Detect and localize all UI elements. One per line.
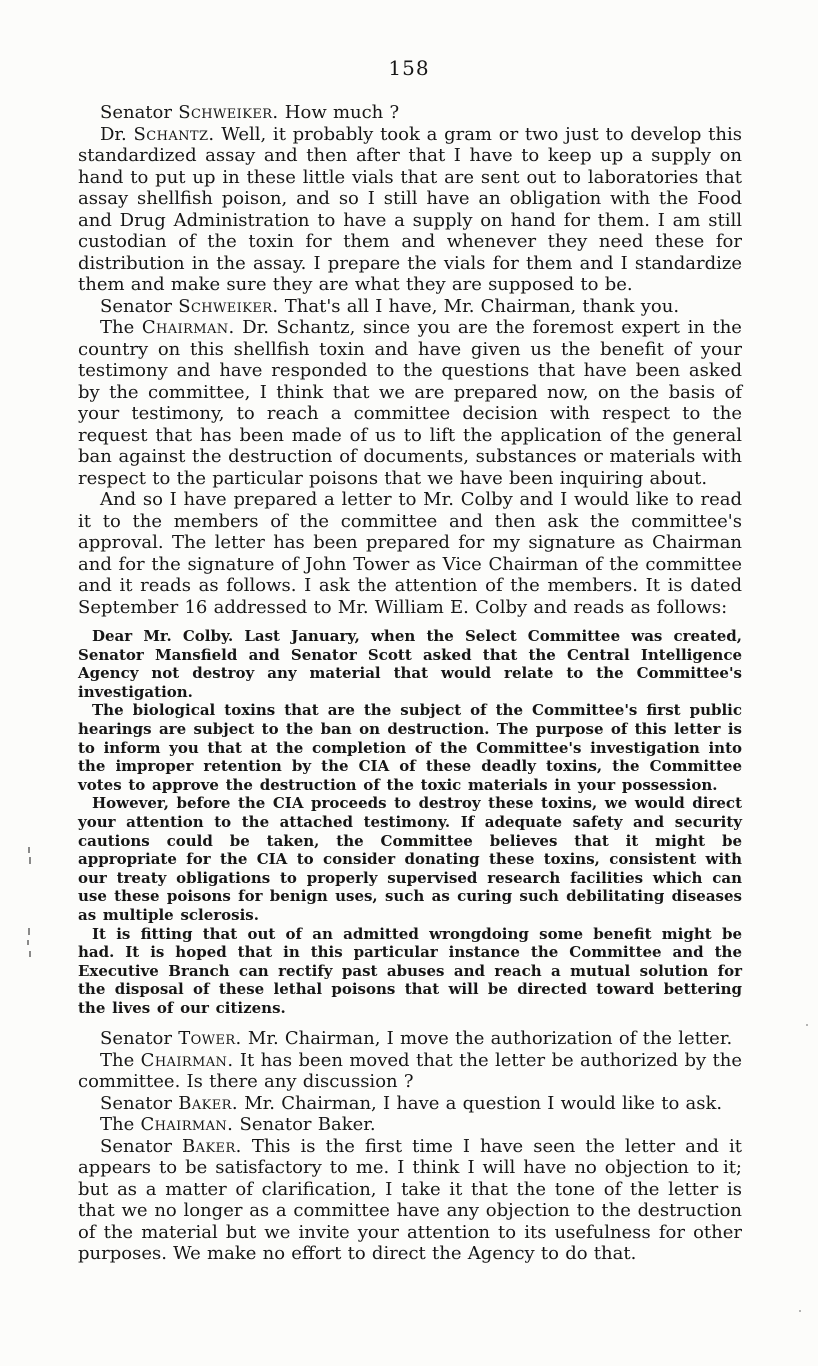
scan-artifact xyxy=(29,857,31,864)
transcript-paragraph xyxy=(78,1114,742,1136)
letter-paragraph xyxy=(78,627,742,701)
transcript-paragraph xyxy=(78,102,742,124)
speaker-label xyxy=(100,1050,233,1071)
scan-artifact xyxy=(28,928,30,935)
speaker-name: Schweiker. xyxy=(178,295,279,317)
transcript-paragraph xyxy=(78,1093,742,1115)
speaker-name: Schantz. xyxy=(133,123,215,145)
transcript-paragraph xyxy=(78,124,742,296)
speaker-name: Baker. xyxy=(182,1135,242,1157)
speaker-name: Chairman. xyxy=(140,1049,234,1071)
letter-paragraph xyxy=(78,701,742,794)
speaker-name: Schweiker. xyxy=(178,102,279,123)
paragraph-text: Dr. Schantz, since you are the foremost expert in the country on this shellfish toxin and have given us the benefit of your testimony and have responded to the questions that have been asked by the committee, I think that we are prepared now, on the basis of your testimony, to reach a committee decision with respect to the request that has been made of us to lift the application of the general ban against the destruction of documents, substances or materials with respect to the particular poisons that we have been inquiring about. xyxy=(78,317,742,489)
speaker-prefix: The xyxy=(100,317,142,338)
transcript-paragraph xyxy=(78,1136,742,1265)
transcript-paragraph xyxy=(78,1050,742,1093)
speaker-label xyxy=(100,124,215,145)
paragraph-text: The biological toxins that are the subject of the Committee's first public hearings are subject to the ban on destruction. The purpose of this letter is to inform you that at the completion of the Committee's investigation into the improper retention by the CIA of these deadly toxins, the Committee votes to approve the destruction of the toxic materials in your possession. xyxy=(78,701,742,794)
scan-artifact xyxy=(27,940,29,945)
scan-artifact xyxy=(28,847,30,853)
speaker-name: Tower. xyxy=(178,1028,242,1050)
letter-paragraph xyxy=(78,925,742,1018)
scan-artifact xyxy=(806,1024,808,1026)
speaker-name: Chairman. xyxy=(140,1114,234,1136)
speaker-label xyxy=(100,317,235,338)
paragraph-text: Dear Mr. Colby. Last January, when the Select Committee was created, Senator Mansfield and Senator Scott asked that the Central Intelligence Agency not destroy any material that would relate to the Committee's investigation. xyxy=(78,627,742,701)
speaker-label xyxy=(100,296,279,317)
speaker-label xyxy=(100,1093,238,1114)
scan-artifact xyxy=(799,1310,801,1312)
speaker-prefix: Dr. xyxy=(100,123,134,145)
speaker-label xyxy=(100,1114,233,1135)
paragraph-text: Well, it probably took a gram or two just to develop this standardized assay and then after that I have to keep up a supply on hand to put up in these little vials that are sent out to laboratories that assay shellfish poison, and so I still have an obligation with the Food and Drug Administration to have a supply on hand for them. I am still custodian of the toxin for them and whenever they need these for distribution in the assay. I prepare the vials for them and I standardize them and make sure they are what they are supposed to be. xyxy=(78,123,742,295)
paragraph-text: Mr. Chairman, I have a question I would like to ask. xyxy=(244,1092,723,1114)
speaker-prefix: Senator xyxy=(100,1092,179,1114)
transcript-paragraph xyxy=(78,1028,742,1050)
speaker-label xyxy=(100,102,279,123)
speaker-label xyxy=(100,1028,242,1049)
speaker-prefix: The xyxy=(100,1114,141,1136)
paragraph-text: How much ? xyxy=(284,102,400,123)
scan-artifact xyxy=(29,951,31,957)
speaker-name: Baker. xyxy=(178,1092,238,1114)
letter-paragraph xyxy=(78,794,742,924)
speaker-prefix: Senator xyxy=(100,295,179,317)
transcript-paragraph xyxy=(78,296,742,318)
document-page xyxy=(0,56,818,1366)
paragraph-text: This is the first time I have seen the letter and it appears to be satisfactory to me. I think I will have no objection to it; but as a matter of clarification, I take it that the tone of the letter is that we no longer as a committee have any objection to the destruction of the material but we invite your attention to its usefulness for other purposes. We make no effort to direct the Agency to do that. xyxy=(78,1135,742,1265)
paragraph-text: That's all I have, Mr. Chairman, thank you. xyxy=(284,295,680,317)
speaker-label xyxy=(100,1136,242,1157)
paragraph-text: However, before the CIA proceeds to destroy these toxins, we would direct your attention to the attached testimony. If adequate safety and security cautions could be taken, the Committee believes that it might be appropriate for the CIA to consider donating these toxins, consistent with our treaty obligations to properly supervised research facilities which can use these poisons for benign uses, such as curing such debilitating diseases as multiple sclerosis. xyxy=(78,794,742,924)
speaker-prefix: The xyxy=(100,1049,141,1071)
page-number: 158 xyxy=(388,56,430,80)
speaker-name: Chairman. xyxy=(141,317,235,338)
paragraph-text: And so I have prepared a letter to Mr. Colby and I would like to read it to the members of the committee and then ask the committee's approval. The letter has been prepared for my signature as Chairman and for the signature of John Tower as Vice Chairman of the committee and it reads as follows. I ask the attention of the members. It is dated September 16 addressed to Mr. William E. Colby and reads as follows: xyxy=(78,489,742,618)
paragraph-text: Mr. Chairman, I move the authorization of the letter. xyxy=(247,1028,733,1050)
transcript xyxy=(78,102,742,1265)
transcript-paragraph xyxy=(78,489,742,618)
paragraph-text: Senator Baker. xyxy=(239,1114,376,1136)
speaker-prefix: Senator xyxy=(100,1028,179,1050)
speaker-prefix: Senator xyxy=(100,102,179,123)
transcript-paragraph xyxy=(78,317,742,489)
paragraph-text: It is fitting that out of an admitted wrongdoing some benefit might be had. It is hoped that in this particular instance the Committee and the Executive Branch can rectify past abuses and reach a mutual solution for the disposal of these lethal poisons that will be directed toward bettering the lives of our citizens. xyxy=(78,924,742,1017)
speaker-prefix: Senator xyxy=(100,1135,183,1157)
paragraph-text: It has been moved that the letter be authorized by the committee. Is there any discussion ? xyxy=(78,1049,742,1093)
